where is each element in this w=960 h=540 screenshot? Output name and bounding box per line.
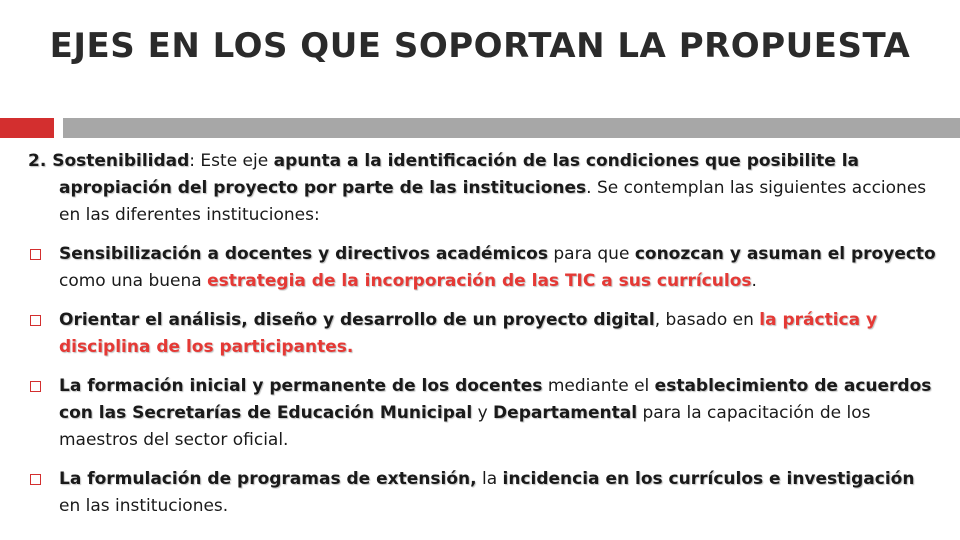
list-item-orientar [28, 307, 938, 361]
item-text-3: para la capacitación de los maestros del sector oficial. [59, 403, 871, 450]
title-accent-bar [0, 118, 54, 138]
item-text-2: como una buena [59, 271, 208, 291]
square-bullet-icon [30, 381, 41, 392]
square-bullet-icon [30, 249, 41, 260]
item-text-1: para que [547, 244, 635, 264]
slide-title: EJES EN LOS QUE SOPORTAN LA PROPUESTA [49, 26, 911, 66]
item-emphasis-2: incidencia en los currículos e investigación [502, 469, 915, 489]
section-label: 2. Sostenibilidad [28, 151, 190, 171]
item-emphasis-3: Departamental [493, 403, 638, 423]
intro-text-2: . Se contemplan las siguientes acciones en las diferentes instituciones: [59, 178, 927, 225]
item-highlight: estrategia de la incorporación de las TIC a sus currículos [207, 271, 752, 291]
item-emphasis-2: establecimiento de acuerdos con las Secretarías de Educación Municipal [59, 376, 932, 423]
intro-text-1: Este eje [195, 151, 274, 171]
item-emphasis-1: La formulación de programas de extensión, [59, 469, 477, 489]
item-text-1: la [476, 469, 503, 489]
slide-body [28, 148, 938, 520]
intro-colon: : [189, 151, 196, 171]
item-text-2: en las instituciones. [59, 496, 229, 516]
square-bullet-icon [30, 474, 41, 485]
list-item-formulacion [28, 466, 938, 520]
item-text-1: , basado en [654, 310, 760, 330]
title-divider-bar [63, 118, 960, 138]
item-emphasis-1: Sensibilización a docentes y directivos académicos [59, 244, 548, 264]
intro-emphasis: apunta a la identificación de las condiciones que posibilite la apropiación del proyecto por parte de las instituciones [59, 151, 860, 198]
list-item-formacion [28, 373, 938, 454]
action-list [28, 241, 938, 520]
item-text-1: mediante el [542, 376, 655, 396]
intro-paragraph [28, 148, 938, 229]
item-text-3: . [751, 271, 757, 291]
list-item-sensibilizacion [28, 241, 938, 295]
item-text-2: y [472, 403, 494, 423]
square-bullet-icon [30, 315, 41, 326]
item-emphasis-2: conozcan y asuman el proyecto [634, 244, 936, 264]
item-highlight: la práctica y disciplina de los participantes. [59, 310, 878, 357]
item-emphasis-1: La formación inicial y permanente de los docentes [59, 376, 543, 396]
item-emphasis-1: Orientar el análisis, diseño y desarrollo de un proyecto digital [59, 310, 655, 330]
